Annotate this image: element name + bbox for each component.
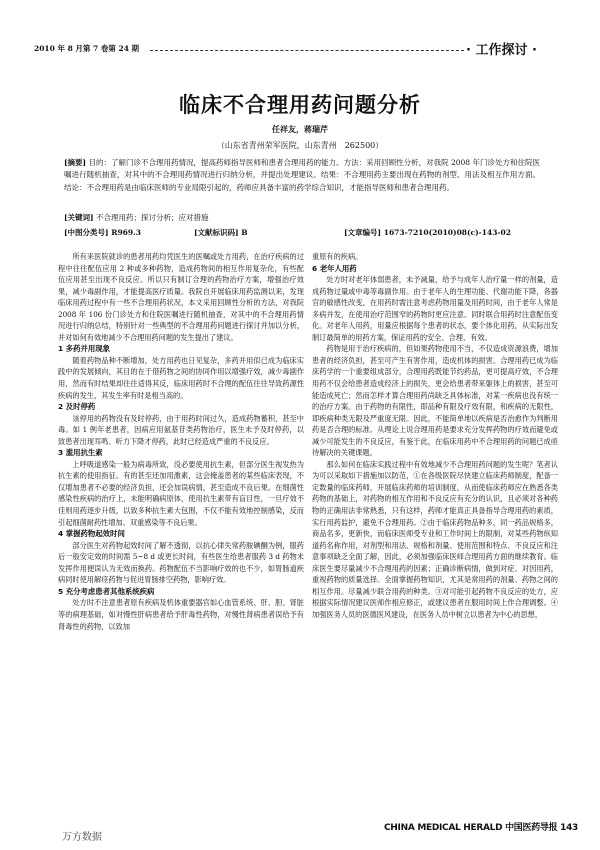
doc-code-value: B <box>241 228 248 237</box>
section-heading: 1 多药并用现象 <box>58 344 111 354</box>
abstract-label: [摘要] <box>64 158 87 167</box>
doc-code <box>194 227 248 238</box>
issue-info: 2010 年 8 月第 7 卷第 24 期 <box>34 44 140 53</box>
abstract <box>64 157 540 194</box>
body-paragraph: 那么如何在临床实践过程中有效地减少不合理用药问题的发生呢？笔者认为可以采取如下措施加以防范，①在各级医院尽快建立临床药师制度，配备一定数量的临床药师，开展临床药师的培训制度，从而使临床药师应在熟悉各类药物的基础上，对药物的相互作用和不良反应有充分的认识，且必须对各种药物的正确用法非常熟悉，只有这样，药师才能真正具备指导合理用药的素质，实行用药监护，避免不合理用药。②由于临床药物品种多，同一药品规格多，商品名多，更新快，而临床医师受专业和工作时间上的限制，对某些药物纵知道药名称作用，对剂型和用法、规格和剂量、使用范围和特点、不良反应和注意事项缺乏全面了解，因此，必须加强临床医师合理用药方面的继续教育。临床医生要尽量减少不合理用药的因素；正确诊断病情，做到对症、对因用药，重视药物的质量选择。全面掌握药物知识，尤其是常用药的剂量、药物之间的相互作用。尽量减少联合用药的种类。③对可能引起药物不良反应的处方，应根据实际情况建议医师作相应修正，或建议患者在服用时间上作合理调整。④加强医务人员的医德医风建设，在医务人员中树立以患者为中心的思想， <box>312 459 558 619</box>
watermark: 万方数据 <box>62 832 102 843</box>
doc-code-label: [文献标识码] <box>194 228 239 237</box>
body-paragraph: 重原有的疾病。 <box>312 252 363 261</box>
article-title: 临床不合理用药问题分析 <box>179 93 421 117</box>
affiliation: （山东省青州荣军医院，山东青州 262500） <box>216 141 384 150</box>
clc-label: [中图分类号] <box>64 228 109 237</box>
article-number-label: [文章编号] <box>344 228 382 237</box>
authors: 任祥友，蒋瑞芹 <box>272 124 328 134</box>
body-column-left <box>58 251 304 632</box>
journal-footer: CHINA MEDICAL HERALD 中国医药导报 143 <box>384 823 579 833</box>
header-divider <box>150 50 464 51</box>
clc-number <box>64 227 141 238</box>
keywords-label: [关键词] <box>64 213 94 222</box>
body-paragraph: 上呼吸道感染一般为病毒所致，没必要使用抗生素，但部分医生视发热为抗生素的使用指征。有的甚至还加用激素，这会掩盖患者的某些临床表现，不仅增加患者不必要的经济负担，还会加误病情，甚至造成不良后果。在细菌性感染性疾病的治疗上，未能明确病原体，使用抗生素带有盲目性，一旦疗效不佳则用药逐步升级，以致多种抗生素大包围，不仅不能有效地控制感染，反而引起细菌耐药性增加、双重感染等不良后果。 <box>58 459 304 527</box>
body-paragraph: 药物是用于治疗疾病的，但如果药物使用不当，不仅造成资源浪费，增加患者的经济负担，甚至可产生有害作用，造成机体的损害。合理用药已成为临床药学的一个重要组成部分，合理用药既能节约药品，更可提高疗效，不合理用药不仅会给患者造成经济上的损失，更会给患者带来躯体上的损害，甚至可能造成死亡；然而怎样才算合理用药尚缺乏具体标准，对某一疾病也没有统一的治疗方案。由于药物的有限性，即品种有限及疗效有限，和疾病的无限性，即疾病种类无限及严重度无限。因此，不能简单地以疾病是否治愈作为判断用药是否合理的标准。从理论上说合理用药是要求充分发挥药物的疗效而避免或减少可能发生的不良反应，有鉴于此，在临床用药中不合理用药的问题已成亟待解决的关键课题。 <box>312 344 558 458</box>
body-paragraph: 处方时不注意患者原有疾病及机体重要器官如心血管系统、肝、胆、肾脏等的病理基础，如对慢性肝病患者给予肝毒性药物，对慢性肾病患者误给予有肾毒性的药物，以致加 <box>58 598 304 631</box>
body-paragraph: 所有来医院就诊的患者用药均凭医生的医嘱或处方用药，在治疗疾病的过程中往往配伍应用 2 种或多种药物，造成药物间的相互作用复杂化，有些配伍应用甚至出现不良反应。所以只有制订合理的药物治疗方案，增强治疗效果，减少毒副作用，才能提高医疗质量。我院自开展临床用药监测以来，发现临床用药过程中有一些不合理用药状况，本文采用回顾性分析的方法，对我院 2008 年 106 份门诊处方和住院医嘱进行随机抽查，对其中的不合理用药情况进行归纳总结，特别针对一些典型的不合理用药问题进行探讨并加以分析，并对如何有效地减少不合理用药问题的发生提出了建议。 <box>58 252 304 342</box>
body-paragraph: 随着药物品种不断增加，处方用药也日见复杂，多药并用似已成为临床实践中的发展倾向，其目的在于借药物之间的协同作用以增强疗效，减少毒副作用，然而有时结果却往往适得其反，临床用药时不合理的配伍往往导致药源性疾病的发生，其发生率有时是相当高的。 <box>58 355 304 400</box>
article-number-value: 1673-7210(2010)08(c)-143-02 <box>383 228 511 237</box>
body-column-right <box>312 251 558 621</box>
body-paragraph: 处方时对老年体弱患者，未予减量，给予与成年人治疗量一样的剂量，造成药物过量或中毒等毒副作用。由于老年人的生理功能、代谢功能下降，各器官的敏感性改变，在用药时需注意考虑药物用量及用药时间，由于老年人常是多病并发，在使用治疗范围窄的药物时更应注意。同时联合用药时注意配伍变化。对老年人用药，用量应根据每个患者的状态，要个体化用药，从实际出发制订最简单的用药方案，保证用药的安全、合理、有效。 <box>312 275 558 342</box>
section-heading: 6 老年人用药 <box>312 263 357 273</box>
section-heading: 2 及时停药 <box>58 402 96 412</box>
abstract-text: 目的：了解门诊不合理用药情况，提高药师指导医师和患者合理用药的能力。方法：采用回顾性分析，对我院 2008 年门诊处方和住院医嘱进行随机抽查，对其中的不合理用药情况进行归纳分析，并提出处理建议。结果：不合理用药主要出现在药物的剂型、用法及相互作用方面。结论：不合理用药是由临床医师的专业局限引起的，药师应具备丰富的药学综合知识，才能指导医师和患者合理用药。 <box>64 158 540 192</box>
article-number <box>344 227 511 238</box>
clc-value: R969.3 <box>111 228 141 237</box>
body-paragraph: 部分医生对药物起效时间了解不透彻，以抗心律失常药胺碘酮为例，服药后一般安定效的时间需 5~8 d 或更长时间，有些医生给患者服药 3 d 药物未发挥作用便误认为无效而换药。药物配伍不当影响疗效的也不少，如胃肠道疾病同时使用解痉药物与促进胃肠排空药物，影响疗效。 <box>58 540 304 585</box>
section-heading: 3 滥用抗生素 <box>58 448 103 458</box>
body-paragraph: 该停用的药物没有及时停药，由于用药时间过久，造成药物蓄积，甚至中毒。如 1 例年老患者，因病应用氨基苷类药物治疗，医生未予及时停药，以致患者出现耳鸣、听力下降才停药，此时已经造成严重的不良反应。 <box>58 413 304 446</box>
keywords <box>64 212 209 223</box>
keywords-text: 不合理用药；探讨分析；应对措施 <box>96 213 209 222</box>
section-heading: 5 充分考虑患者其他系统疾病 <box>58 586 155 596</box>
section-heading: 4 掌握药物起效时间 <box>58 529 125 539</box>
section-label: · 工作探讨 · <box>466 43 537 58</box>
